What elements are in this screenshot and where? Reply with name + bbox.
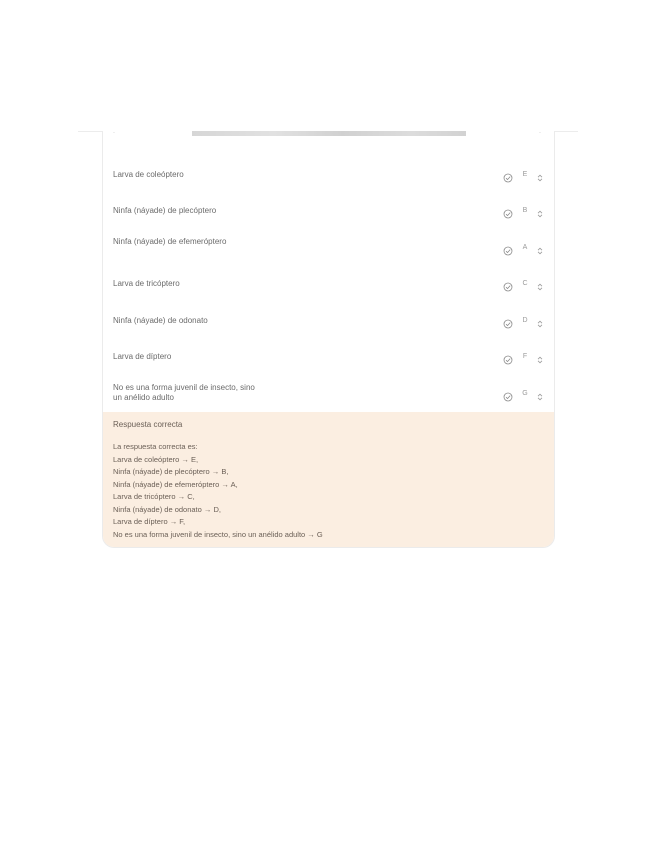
answer-select-value[interactable]: D [522,317,528,324]
select-arrows-icon[interactable] [535,243,545,253]
answer-row [103,316,554,346]
feedback-title: Respuesta correcta [113,420,183,429]
answer-row-label: Ninfa (náyade) de plecóptero [113,206,217,215]
select-arrows-icon[interactable] [535,316,545,326]
cut-off-marker-right: · [539,131,541,136]
answer-row-label: Larva de coleóptero [113,170,184,179]
answer-row [103,383,554,413]
select-arrows-icon[interactable] [535,170,545,180]
select-arrows-icon[interactable] [535,352,545,362]
check-circle-icon [503,206,513,216]
check-circle-icon [503,243,513,253]
question-card [102,131,555,548]
check-circle-icon [503,316,513,326]
answer-select-value[interactable]: F [522,353,528,360]
feedback-line: Larva de tricóptero → C, [113,492,195,501]
select-arrows-icon[interactable] [535,389,545,399]
answer-row-label: Larva de tricóptero [113,279,180,288]
answer-select-value[interactable]: A [522,244,528,251]
answer-row-label: Ninfa (náyade) de odonato [113,316,208,325]
select-arrows-icon[interactable] [535,206,545,216]
question-image-strip [192,131,466,136]
answer-select-value[interactable]: C [522,280,528,287]
feedback-line: Ninfa (náyade) de odonato → D, [113,504,221,514]
answer-row [103,206,554,236]
answer-row [103,279,554,309]
check-circle-icon [503,170,513,180]
answer-select-value[interactable]: G [522,390,528,397]
feedback-line: Larva de coleóptero → E, [113,454,199,464]
answer-row [103,237,554,267]
answer-row [103,170,554,200]
check-circle-icon [503,352,513,362]
answer-row [103,352,554,382]
feedback-line: Ninfa (náyade) de plecóptero → B, [113,467,229,476]
answer-row-label: Ninfa (náyade) de efemeróptero [113,237,227,246]
check-circle-icon [503,279,513,289]
check-circle-icon [503,389,513,399]
answer-row-label: No es una forma juvenil de insecto, sino un anélido adulto [113,383,255,402]
feedback-line: No es una forma juvenil de insecto, sino un anélido adulto → G [113,529,323,539]
answer-select-value[interactable]: E [522,171,528,178]
answer-select-value[interactable]: B [522,207,528,214]
cut-off-marker-left: · [113,131,115,136]
feedback-intro: La respuesta correcta es: [113,442,198,451]
feedback-line: Larva de díptero → F, [113,517,186,526]
select-arrows-icon[interactable] [535,279,545,289]
feedback-line: Ninfa (náyade) de efemeróptero → A, [113,479,238,489]
feedback-panel [103,412,554,547]
answer-row-label: Larva de díptero [113,352,172,361]
